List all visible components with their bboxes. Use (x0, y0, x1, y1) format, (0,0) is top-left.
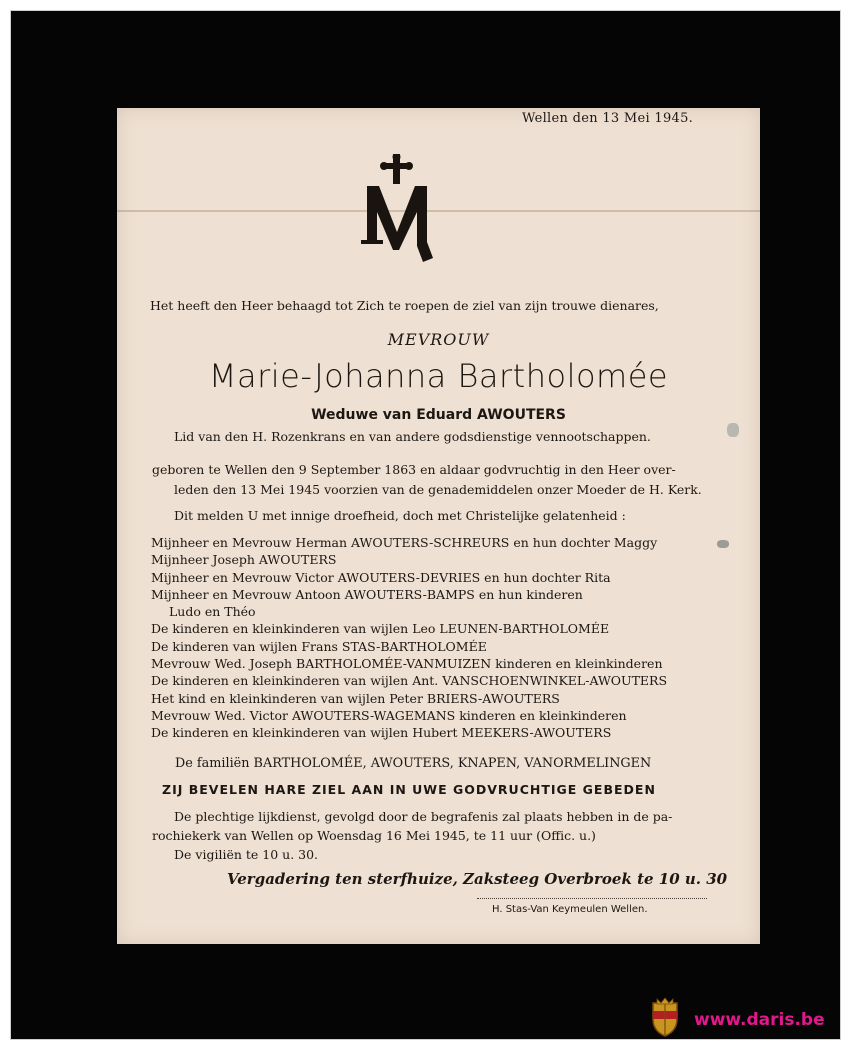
announcement-line: Dit melden U met innige droefheid, doch met Christelijke gelatenheid : (174, 508, 626, 523)
funeral-mass-line-1: De plechtige lijkdienst, gevolgd door de begrafenis zal plaats hebben in de pa- (174, 809, 673, 824)
mourner-line: Ludo en Théo (169, 604, 256, 620)
families-line: De familiën BARTHOLOMÉE, AWOUTERS, KNAPEN, VANORMELINGEN (175, 756, 652, 771)
paper-stain (717, 540, 729, 548)
intro-sentence: Het heeft den Heer behaagd tot Zich te roepen de ziel van zijn trouwe dienares, (150, 298, 659, 313)
membership-line: Lid van den H. Rozenkrans en van andere godsdienstige vennootschappen. (174, 429, 651, 444)
mourner-line: De kinderen en kleinkinderen van wijlen Ant. VANSCHOENWINKEL-AWOUTERS (151, 673, 668, 689)
funeral-mass-line-2: rochiekerk van Wellen op Woensdag 16 Mei 1945, te 11 uur (Offic. u.) (152, 828, 596, 843)
mourner-line: Mijnheer en Mevrouw Victor AWOUTERS-DEVRIES en hun dochter Rita (151, 569, 611, 585)
birth-death-line-2: leden den 13 Mei 1945 voorzien van de genademiddelen onzer Moeder de H. Kerk. (174, 482, 702, 497)
printer-credit: H. Stas-Van Keymeulen Wellen. (492, 904, 648, 915)
mourner-line: De kinderen en kleinkinderen van wijlen Leo LEUNEN-BARTHOLOMÉE (151, 621, 610, 637)
mourner-line: Mijnheer en Mevrouw Antoon AWOUTERS-BAMPS en hun kinderen (151, 586, 583, 602)
birth-death-line-1: geboren te Wellen den 9 September 1863 en aldaar godvruchtig in den Heer over- (152, 462, 676, 477)
title-mevrouw: MEVROUW (387, 330, 490, 349)
mourner-line: Mevrouw Wed. Victor AWOUTERS-WAGEMANS kinderen en kleinkinderen (151, 707, 627, 723)
date-line: Wellen den 13 Mei 1945. (522, 111, 694, 126)
mourner-line: Mevrouw Wed. Joseph BARTHOLOMÉE-VANMUIZEN kinderen en kleinkinderen (151, 656, 663, 672)
heraldic-shield-icon (649, 997, 681, 1037)
watermark-url: www.daris.be (694, 1010, 825, 1030)
paper-fold-line (117, 210, 760, 212)
prayer-request: ZIJ BEVELEN HARE ZIEL AAN IN UWE GODVRUCHTIGE GEBEDEN (162, 782, 656, 797)
mourner-line: De kinderen van wijlen Frans STAS-BARTHOLOMÉE (151, 638, 487, 654)
mourner-line: Mijnheer en Mevrouw Herman AWOUTERS-SCHREURS en hun dochter Maggy (151, 535, 658, 550)
mourner-line: Mijnheer Joseph AWOUTERS (151, 552, 337, 568)
meeting-line: Vergadering ten sterfhuize, Zaksteeg Overbroek te 10 u. 30 (227, 870, 728, 888)
vigil-line: De vigiliën te 10 u. 30. (174, 847, 319, 862)
mourner-line: Het kind en kleinkinderen van wijlen Peter BRIERS-AWOUTERS (151, 690, 560, 706)
mourner-line: De kinderen en kleinkinderen van wijlen Hubert MEEKERS-AWOUTERS (151, 725, 612, 741)
paper-stain (727, 423, 739, 437)
deceased-name: Marie-Johanna Bartholomée (208, 357, 669, 395)
widow-of: Weduwe van Eduard AWOUTERS (311, 407, 566, 423)
marian-monogram-icon (357, 154, 437, 266)
mourners-list (151, 535, 667, 743)
funeral-card (117, 108, 760, 944)
divider (477, 898, 707, 899)
